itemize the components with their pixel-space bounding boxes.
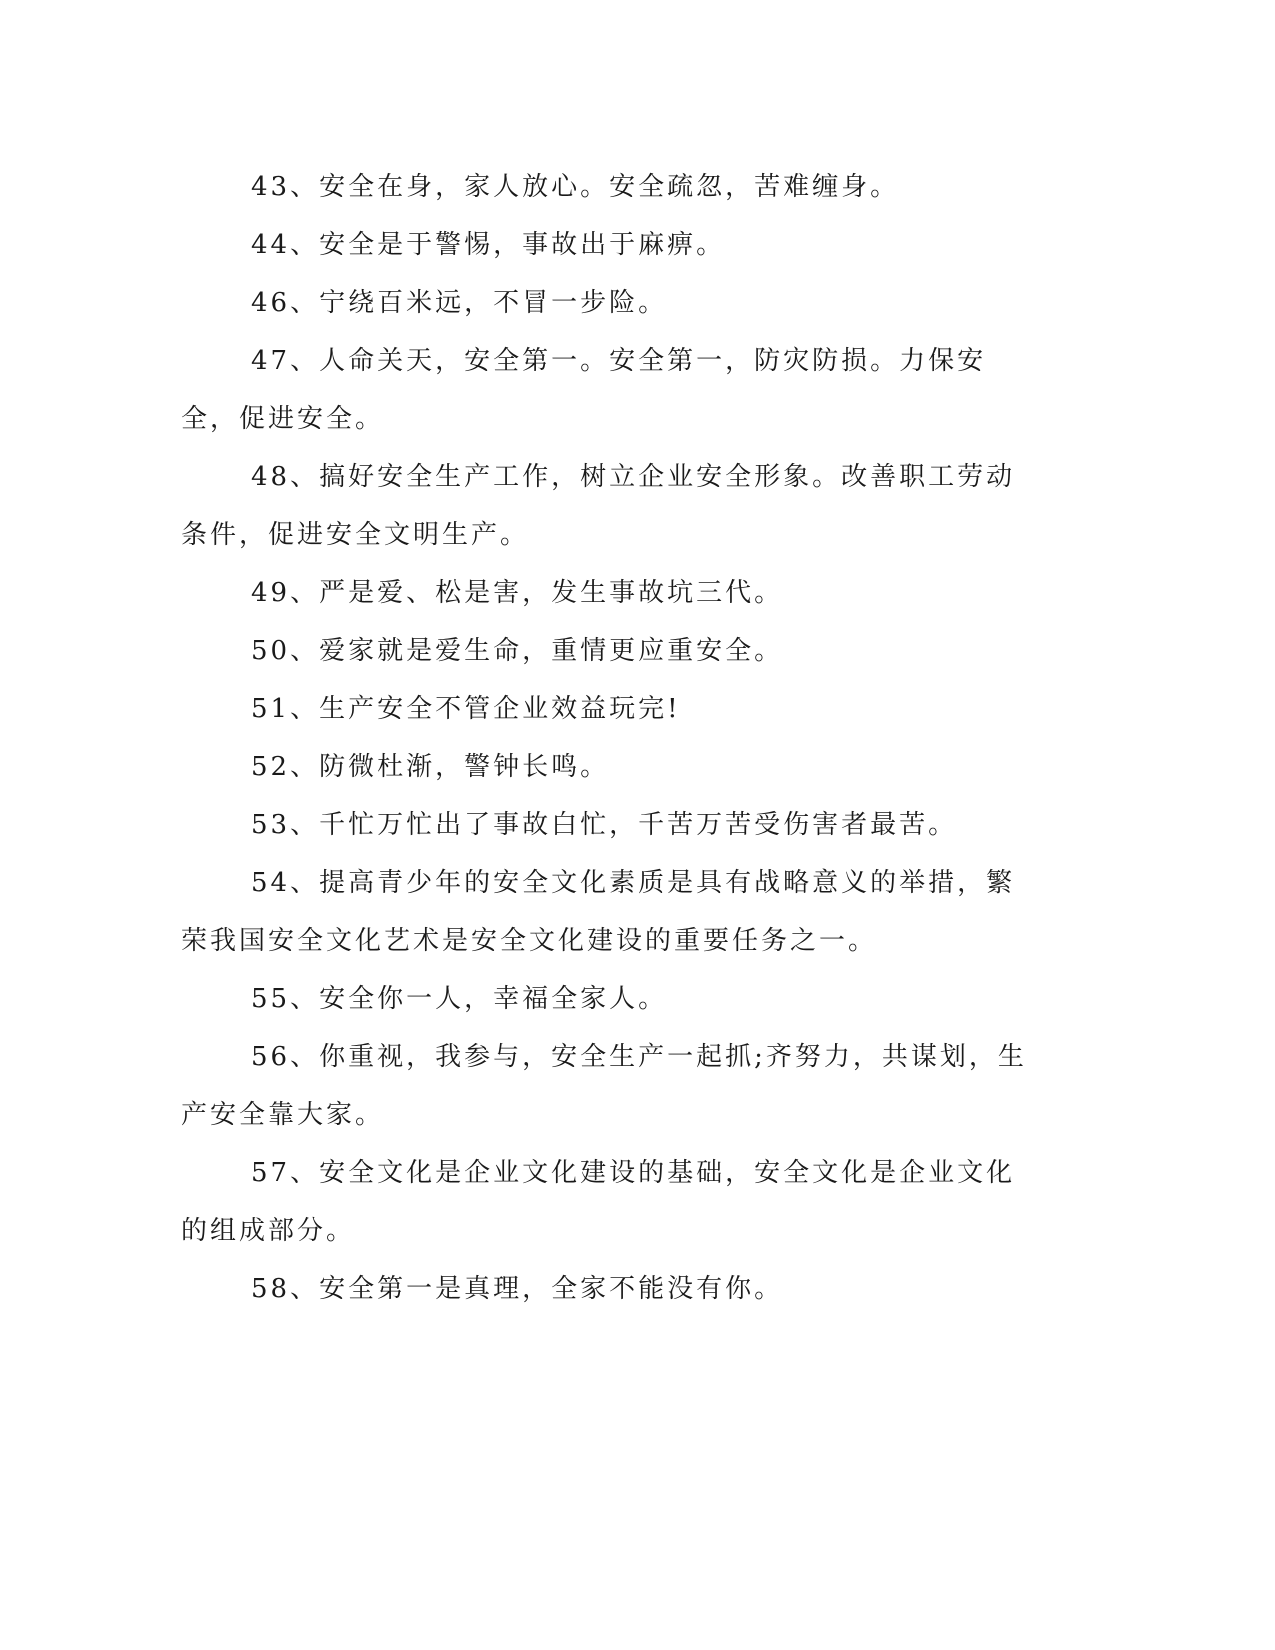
slogan-58: 58、安全第一是真理，全家不能没有你。 — [251, 1274, 784, 1304]
slogan-46: 46、宁绕百米远，不冒一步险。 — [251, 288, 668, 318]
slogan-list — [181, 158, 1041, 1318]
slogan-47: 47、人命关天，安全第一。安全第一，防灾防损。力保安全，促进安全。 — [181, 346, 987, 434]
slogan-57: 57、安全文化是企业文化建设的基础，安全文化是企业文化的组成部分。 — [181, 1158, 1016, 1246]
slogan-44: 44、安全是于警惕，事故出于麻痹。 — [251, 230, 726, 260]
slogan-51: 51、生产安全不管企业效益玩完! — [251, 694, 681, 724]
slogan-56: 56、你重视，我参与，安全生产一起抓;齐努力，共谋划，生产安全靠大家。 — [181, 1042, 1027, 1130]
slogan-54: 54、提高青少年的安全文化素质是具有战略意义的举措，繁荣我国安全文化艺术是安全文化建设的重要任务之一。 — [181, 868, 1016, 956]
slogan-53: 53、千忙万忙出了事故白忙，千苦万苦受伤害者最苦。 — [251, 810, 958, 840]
slogan-52: 52、防微杜渐，警钟长鸣。 — [251, 752, 610, 782]
slogan-48: 48、搞好安全生产工作，树立企业安全形象。改善职工劳动条件，促进安全文明生产。 — [181, 462, 1016, 550]
slogan-50: 50、爱家就是爱生命，重情更应重安全。 — [251, 636, 784, 666]
slogan-43: 43、安全在身，家人放心。安全疏忽，苦难缠身。 — [251, 172, 900, 202]
slogan-55: 55、安全你一人，幸福全家人。 — [251, 984, 668, 1014]
slogan-49: 49、严是爱、松是害，发生事故坑三代。 — [251, 578, 784, 608]
